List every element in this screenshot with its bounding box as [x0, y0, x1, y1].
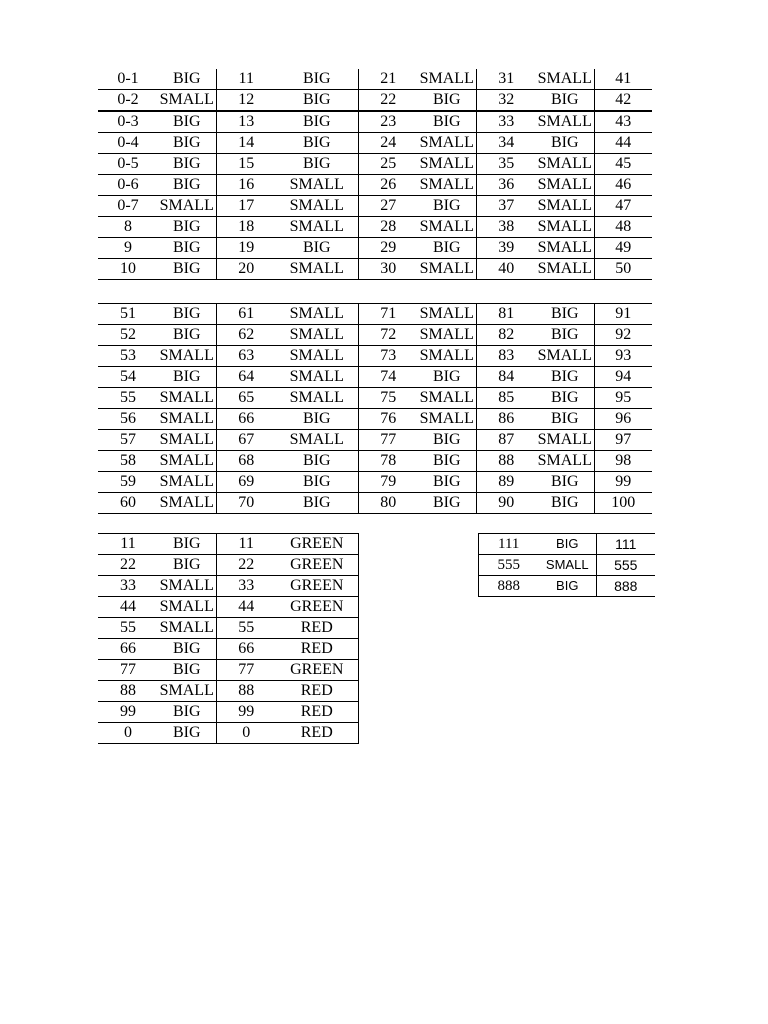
- number-cell: 11: [216, 534, 276, 555]
- size-cell: BIG: [158, 259, 216, 280]
- color-cell: GREEN: [276, 576, 358, 597]
- size-cell: SMALL: [418, 388, 476, 409]
- table-row: [98, 196, 652, 217]
- size-cell: BIG: [158, 69, 216, 90]
- number-cell: 77: [98, 660, 158, 681]
- number-cell: 55: [98, 388, 158, 409]
- color-cell: GREEN: [276, 597, 358, 618]
- table-row: [98, 238, 652, 259]
- number-cell: 36: [476, 175, 536, 196]
- size-cell: SMALL: [276, 388, 358, 409]
- table-row: [98, 618, 358, 639]
- number-cell: 40: [476, 259, 536, 280]
- size-cell: SMALL: [418, 175, 476, 196]
- size-cell: SMALL: [276, 346, 358, 367]
- number-cell: 53: [98, 346, 158, 367]
- number-cell: 69: [216, 472, 276, 493]
- size-cell: SMALL: [158, 618, 216, 639]
- size-cell: BIG: [536, 304, 594, 325]
- size-cell: SMALL: [539, 555, 597, 576]
- number-cell: 0-4: [98, 133, 158, 154]
- number-cell: 16: [216, 175, 276, 196]
- number-cell: 23: [358, 111, 418, 133]
- size-cell: SMALL: [276, 196, 358, 217]
- size-cell: SMALL: [418, 217, 476, 238]
- table-row: [479, 534, 655, 555]
- number-cell: 17: [216, 196, 276, 217]
- size-cell: SMALL: [276, 304, 358, 325]
- size-cell: BIG: [418, 111, 476, 133]
- size-cell: SMALL: [276, 325, 358, 346]
- size-cell: SMALL: [158, 409, 216, 430]
- table-row: [98, 304, 652, 325]
- number-cell: 57: [98, 430, 158, 451]
- size-cell: SMALL: [418, 259, 476, 280]
- table-row: [479, 555, 655, 576]
- number-cell: 555: [479, 555, 539, 576]
- size-cell: BIG: [418, 493, 476, 514]
- number-cell: 71: [358, 304, 418, 325]
- table-row: [98, 90, 652, 112]
- size-cell: BIG: [276, 90, 358, 112]
- number-cell: 0-6: [98, 175, 158, 196]
- number-cell: 30: [358, 259, 418, 280]
- number-cell: 0: [216, 723, 276, 744]
- number-cell: 87: [476, 430, 536, 451]
- size-cell: SMALL: [276, 259, 358, 280]
- number-cell: 78: [358, 451, 418, 472]
- color-cell: GREEN: [276, 555, 358, 576]
- color-cell: GREEN: [276, 660, 358, 681]
- number-cell: 25: [358, 154, 418, 175]
- size-cell: SMALL: [276, 430, 358, 451]
- size-cell: SMALL: [158, 90, 216, 112]
- number-cell: 52: [98, 325, 158, 346]
- size-cell: SMALL: [536, 346, 594, 367]
- size-cell: BIG: [276, 409, 358, 430]
- size-cell: SMALL: [276, 367, 358, 388]
- size-cell: SMALL: [536, 259, 594, 280]
- size-cell: BIG: [539, 534, 597, 555]
- size-cell: BIG: [158, 217, 216, 238]
- number-cell: 31: [476, 69, 536, 90]
- number-cell: 76: [358, 409, 418, 430]
- table-row: [98, 472, 652, 493]
- number-cell: 29: [358, 238, 418, 259]
- number-cell: 77: [358, 430, 418, 451]
- number-cell: 62: [216, 325, 276, 346]
- size-cell: BIG: [276, 154, 358, 175]
- number-cell: 66: [216, 639, 276, 660]
- size-cell: BIG: [276, 111, 358, 133]
- number-cell: 21: [358, 69, 418, 90]
- color-cell: RED: [276, 702, 358, 723]
- size-cell: BIG: [536, 90, 594, 112]
- table-row: [98, 493, 652, 514]
- number-cell: 9: [98, 238, 158, 259]
- number-cell: 15: [216, 154, 276, 175]
- number-cell: 73: [358, 346, 418, 367]
- number-cell: 83: [476, 346, 536, 367]
- size-cell: BIG: [158, 238, 216, 259]
- size-cell: SMALL: [158, 346, 216, 367]
- number-cell: 50: [594, 259, 652, 280]
- table-row: [98, 217, 652, 238]
- table-row: [98, 259, 652, 280]
- number-cell: 28: [358, 217, 418, 238]
- number-cell: 84: [476, 367, 536, 388]
- number-cell: 8: [98, 217, 158, 238]
- number-cell: 66: [98, 639, 158, 660]
- number-cell: 94: [594, 367, 652, 388]
- number-cell: 54: [98, 367, 158, 388]
- size-cell: BIG: [158, 555, 216, 576]
- number-cell: 20: [216, 259, 276, 280]
- table-row: [98, 576, 358, 597]
- number-cell: 55: [216, 618, 276, 639]
- number-cell: 111: [597, 534, 655, 555]
- table-row: [98, 723, 358, 744]
- number-cell: 888: [597, 576, 655, 597]
- size-cell: BIG: [276, 133, 358, 154]
- size-cell: SMALL: [158, 681, 216, 702]
- size-cell: BIG: [158, 702, 216, 723]
- number-cell: 85: [476, 388, 536, 409]
- size-cell: SMALL: [536, 217, 594, 238]
- number-cell: 99: [216, 702, 276, 723]
- number-cell: 80: [358, 493, 418, 514]
- table-row: [479, 576, 655, 597]
- number-cell: 88: [216, 681, 276, 702]
- size-cell: SMALL: [536, 430, 594, 451]
- number-cell: 12: [216, 90, 276, 112]
- number-cell: 55: [98, 618, 158, 639]
- number-cell: 44: [98, 597, 158, 618]
- number-cell: 48: [594, 217, 652, 238]
- special-numbers-table: [478, 533, 655, 597]
- number-cell: 59: [98, 472, 158, 493]
- number-cell: 93: [594, 346, 652, 367]
- number-cell: 0: [98, 723, 158, 744]
- table-row: [98, 154, 652, 175]
- size-cell: BIG: [418, 238, 476, 259]
- size-cell: BIG: [418, 430, 476, 451]
- size-cell: SMALL: [418, 325, 476, 346]
- number-cell: 100: [594, 493, 652, 514]
- number-cell: 0-2: [98, 90, 158, 112]
- table-row: [98, 451, 652, 472]
- size-cell: SMALL: [536, 154, 594, 175]
- number-cell: 33: [216, 576, 276, 597]
- size-cell: BIG: [276, 238, 358, 259]
- number-cell: 49: [594, 238, 652, 259]
- size-cell: SMALL: [536, 196, 594, 217]
- number-cell: 0-5: [98, 154, 158, 175]
- number-cell: 95: [594, 388, 652, 409]
- size-cell: SMALL: [536, 451, 594, 472]
- size-cell: BIG: [418, 451, 476, 472]
- number-cell: 34: [476, 133, 536, 154]
- table-row: [98, 175, 652, 196]
- table-row: [98, 409, 652, 430]
- number-cell: 65: [216, 388, 276, 409]
- number-cell: 89: [476, 472, 536, 493]
- table-row: [98, 367, 652, 388]
- number-cell: 56: [98, 409, 158, 430]
- table-row: [98, 388, 652, 409]
- size-cell: BIG: [158, 175, 216, 196]
- number-cell: 74: [358, 367, 418, 388]
- number-cell: 46: [594, 175, 652, 196]
- color-cell: RED: [276, 639, 358, 660]
- number-cell: 27: [358, 196, 418, 217]
- size-cell: SMALL: [158, 388, 216, 409]
- size-cell: BIG: [276, 69, 358, 90]
- color-cell: GREEN: [276, 534, 358, 555]
- number-cell: 39: [476, 238, 536, 259]
- number-cell: 68: [216, 451, 276, 472]
- number-cell: 43: [594, 111, 652, 133]
- size-cell: BIG: [276, 493, 358, 514]
- number-cell: 555: [597, 555, 655, 576]
- table-row: [98, 346, 652, 367]
- size-cell: BIG: [158, 660, 216, 681]
- size-cell: SMALL: [158, 576, 216, 597]
- table-row: [98, 639, 358, 660]
- number-cell: 82: [476, 325, 536, 346]
- number-cell: 33: [476, 111, 536, 133]
- number-cell: 75: [358, 388, 418, 409]
- color-cell: RED: [276, 681, 358, 702]
- size-cell: BIG: [418, 90, 476, 112]
- size-cell: SMALL: [418, 69, 476, 90]
- size-cell: BIG: [158, 325, 216, 346]
- number-cell: 19: [216, 238, 276, 259]
- size-cell: BIG: [158, 723, 216, 744]
- table-row: [98, 681, 358, 702]
- color-cell: RED: [276, 618, 358, 639]
- number-cell: 111: [479, 534, 539, 555]
- number-cell: 22: [98, 555, 158, 576]
- size-cell: SMALL: [276, 175, 358, 196]
- number-cell: 98: [594, 451, 652, 472]
- number-cell: 38: [476, 217, 536, 238]
- number-cell: 44: [216, 597, 276, 618]
- color-table: [98, 533, 359, 744]
- size-cell: SMALL: [536, 238, 594, 259]
- number-cell: 88: [476, 451, 536, 472]
- number-cell: 18: [216, 217, 276, 238]
- results-table-2: [98, 303, 652, 514]
- number-cell: 0-1: [98, 69, 158, 90]
- size-cell: BIG: [536, 325, 594, 346]
- size-cell: SMALL: [536, 111, 594, 133]
- number-cell: 44: [594, 133, 652, 154]
- table-row: [98, 555, 358, 576]
- number-cell: 70: [216, 493, 276, 514]
- size-cell: SMALL: [418, 304, 476, 325]
- size-cell: BIG: [539, 576, 597, 597]
- table-row: [98, 325, 652, 346]
- table-row: [98, 597, 358, 618]
- number-cell: 64: [216, 367, 276, 388]
- number-cell: 10: [98, 259, 158, 280]
- number-cell: 63: [216, 346, 276, 367]
- size-cell: BIG: [158, 534, 216, 555]
- number-cell: 45: [594, 154, 652, 175]
- size-cell: SMALL: [158, 430, 216, 451]
- size-cell: BIG: [158, 111, 216, 133]
- size-cell: BIG: [158, 154, 216, 175]
- size-cell: BIG: [158, 367, 216, 388]
- size-cell: SMALL: [536, 69, 594, 90]
- number-cell: 99: [98, 702, 158, 723]
- table-row: [98, 702, 358, 723]
- size-cell: SMALL: [418, 346, 476, 367]
- table-row: [98, 430, 652, 451]
- number-cell: 41: [594, 69, 652, 90]
- number-cell: 58: [98, 451, 158, 472]
- number-cell: 37: [476, 196, 536, 217]
- number-cell: 88: [98, 681, 158, 702]
- size-cell: BIG: [276, 451, 358, 472]
- table-row: [98, 111, 652, 133]
- size-cell: BIG: [158, 639, 216, 660]
- number-cell: 26: [358, 175, 418, 196]
- size-cell: BIG: [418, 367, 476, 388]
- size-cell: SMALL: [276, 217, 358, 238]
- size-cell: SMALL: [158, 597, 216, 618]
- size-cell: SMALL: [418, 409, 476, 430]
- table-row: [98, 69, 652, 90]
- size-cell: SMALL: [158, 493, 216, 514]
- number-cell: 13: [216, 111, 276, 133]
- number-cell: 22: [216, 555, 276, 576]
- number-cell: 61: [216, 304, 276, 325]
- table-row: [98, 534, 358, 555]
- number-cell: 79: [358, 472, 418, 493]
- size-cell: BIG: [536, 367, 594, 388]
- size-cell: BIG: [158, 304, 216, 325]
- size-cell: BIG: [536, 472, 594, 493]
- number-cell: 888: [479, 576, 539, 597]
- number-cell: 47: [594, 196, 652, 217]
- number-cell: 24: [358, 133, 418, 154]
- size-cell: BIG: [536, 133, 594, 154]
- number-cell: 81: [476, 304, 536, 325]
- number-cell: 92: [594, 325, 652, 346]
- number-cell: 33: [98, 576, 158, 597]
- size-cell: SMALL: [158, 451, 216, 472]
- number-cell: 11: [216, 69, 276, 90]
- number-cell: 14: [216, 133, 276, 154]
- number-cell: 91: [594, 304, 652, 325]
- size-cell: BIG: [536, 409, 594, 430]
- number-cell: 66: [216, 409, 276, 430]
- number-cell: 51: [98, 304, 158, 325]
- color-cell: RED: [276, 723, 358, 744]
- number-cell: 32: [476, 90, 536, 112]
- size-cell: SMALL: [158, 472, 216, 493]
- size-cell: SMALL: [158, 196, 216, 217]
- size-cell: BIG: [276, 472, 358, 493]
- size-cell: SMALL: [418, 154, 476, 175]
- size-cell: BIG: [418, 472, 476, 493]
- results-table-1: [98, 69, 652, 280]
- size-cell: BIG: [536, 493, 594, 514]
- number-cell: 42: [594, 90, 652, 112]
- size-cell: BIG: [418, 196, 476, 217]
- size-cell: BIG: [536, 388, 594, 409]
- number-cell: 22: [358, 90, 418, 112]
- size-cell: BIG: [158, 133, 216, 154]
- number-cell: 77: [216, 660, 276, 681]
- number-cell: 99: [594, 472, 652, 493]
- number-cell: 0-7: [98, 196, 158, 217]
- table-row: [98, 660, 358, 681]
- number-cell: 67: [216, 430, 276, 451]
- number-cell: 96: [594, 409, 652, 430]
- table-row: [98, 133, 652, 154]
- number-cell: 86: [476, 409, 536, 430]
- number-cell: 60: [98, 493, 158, 514]
- size-cell: SMALL: [418, 133, 476, 154]
- number-cell: 72: [358, 325, 418, 346]
- number-cell: 97: [594, 430, 652, 451]
- number-cell: 90: [476, 493, 536, 514]
- number-cell: 35: [476, 154, 536, 175]
- number-cell: 0-3: [98, 111, 158, 133]
- size-cell: SMALL: [536, 175, 594, 196]
- number-cell: 11: [98, 534, 158, 555]
